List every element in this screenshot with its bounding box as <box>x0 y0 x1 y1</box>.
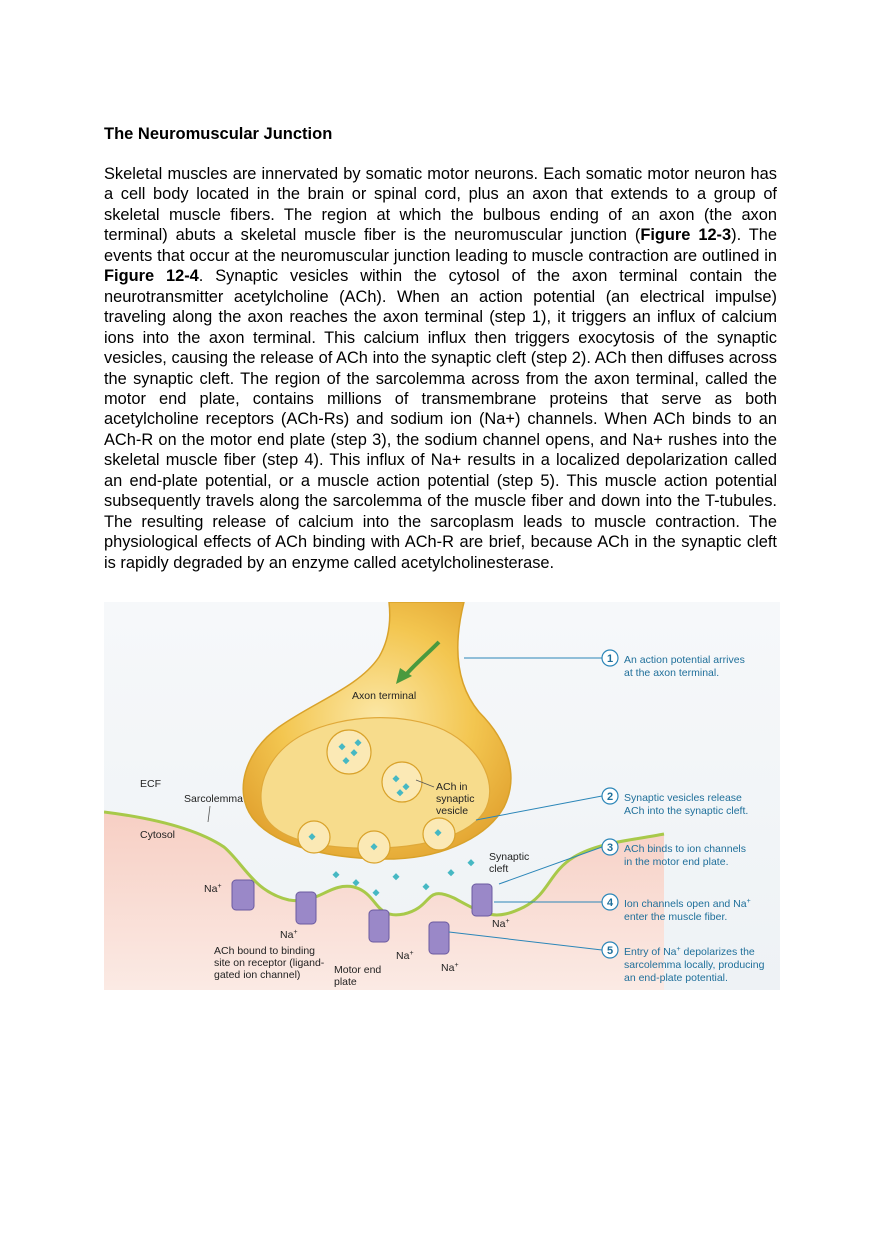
svg-text:2: 2 <box>606 791 614 803</box>
label-sarcolemma: Sarcolemma <box>184 793 243 805</box>
svg-text:Synaptic vesicles release: Synaptic vesicles release <box>624 792 742 804</box>
section-title: The Neuromuscular Junction <box>104 125 333 143</box>
label-motor-2: plate <box>334 976 357 988</box>
vesicle <box>327 730 371 774</box>
label-cleft-2: cleft <box>489 863 509 875</box>
svg-text:An action potential arrives: An action potential arrives <box>624 654 745 666</box>
label-axon-terminal: Axon terminal <box>352 690 417 702</box>
svg-text:Entry of Na+ depolarizes the: Entry of Na+ depolarizes the <box>624 946 755 958</box>
svg-text:sarcolemma locally, producing: sarcolemma locally, producing <box>624 959 765 971</box>
label-ach-vesicle-2: synaptic <box>436 793 475 805</box>
label-cleft-1: Synaptic <box>489 851 530 863</box>
step-2 <box>602 788 748 817</box>
paragraph-text: . Synaptic vesicles within the cytosol of the axon terminal contain the neurotransmitter acetylcholine (ACh). When an action potential (an electrical impulse) traveling along the axon reaches the axon terminal (step 1), it triggers an influx of calcium ions into the axon terminal. This calcium influx then triggers exocytosis of the synaptic vesicles, causing the release of ACh into the synaptic cleft (step 2). ACh then diffuses across the synaptic cleft. The region of the sarcolemma across from the axon terminal, called the motor end plate, contains millions of transmembrane proteins that serve as both acetylcholine receptors (ACh-Rs) and sodium ion (Na+) channels. When ACh binds to an ACh-R on the motor end plate (step 3), the sodium channel opens, and Na+ rushes into the skeletal muscle fiber (step 4). This influx of Na+ results in a localized depolarization called an end-plate potential, or a muscle action potential (step 5). This muscle action potential subsequently travels along the sarcolemma of the muscle fiber and down into the T-tubules. The resulting release of calcium into the sarcoplasm leads to muscle contraction. The physiological effects of ACh binding with ACh-R are brief, because ACh in the synaptic cleft is rapidly degraded by an enzyme called acetylcholinesterase. <box>104 267 777 572</box>
neuromuscular-junction-figure <box>104 602 780 990</box>
figure-ref-12-3: Figure 12-3 <box>640 226 732 245</box>
label-bound-3: gated ion channel) <box>214 969 301 981</box>
svg-text:Ion channels open and Na+: Ion channels open and Na+ <box>624 898 751 910</box>
vesicle <box>382 762 422 802</box>
label-bound-1: ACh bound to binding <box>214 945 315 957</box>
label-ach-vesicle-1: ACh in <box>436 781 468 793</box>
label-na-left: Na+ <box>204 883 222 895</box>
label-motor-1: Motor end <box>334 964 382 976</box>
label-ach-vesicle-3: vesicle <box>436 805 469 817</box>
svg-text:enter the muscle fiber.: enter the muscle fiber. <box>624 911 728 923</box>
paragraph-text: ). The events that occur at the neuromuscular junction leading to muscle contraction are outlined in <box>104 226 778 265</box>
svg-text:in the motor end plate.: in the motor end plate. <box>624 856 729 868</box>
body-paragraph <box>104 164 777 573</box>
svg-text:ACh binds to ion channels: ACh binds to ion channels <box>624 843 746 855</box>
ion-channel <box>232 880 254 910</box>
label-na-right: Na+ <box>492 918 510 930</box>
label-na-mid: Na+ <box>396 950 414 962</box>
label-na-bottom-left: Na+ <box>280 929 298 941</box>
svg-text:1: 1 <box>606 653 614 665</box>
svg-text:5: 5 <box>606 945 614 957</box>
paragraph-text: Skeletal muscles are innervated by somatic motor neurons. Each somatic motor neuron has a cell body located in the brain or spinal cord, plus an axon that extends to a group of skeletal muscle fibers. The region at which the bulbous ending of an axon (the axon terminal) abuts a skeletal muscle fiber is the neuromuscular junction ( <box>104 165 777 245</box>
svg-text:at the axon terminal.: at the axon terminal. <box>624 667 720 679</box>
svg-text:4: 4 <box>606 897 614 909</box>
ion-channel <box>472 884 492 916</box>
ion-channel <box>296 892 316 924</box>
svg-text:an end-plate potential.: an end-plate potential. <box>624 972 728 984</box>
svg-text:ACh into the synaptic cleft.: ACh into the synaptic cleft. <box>624 805 749 817</box>
label-cytosol: Cytosol <box>140 829 176 841</box>
label-na-center: Na+ <box>441 962 459 974</box>
ion-channel <box>369 910 389 942</box>
step-3 <box>602 839 746 868</box>
label-ecf: ECF <box>140 778 161 790</box>
svg-text:3: 3 <box>606 842 614 854</box>
label-bound-2: site on receptor (ligand- <box>214 957 325 969</box>
figure-ref-12-4: Figure 12-4 <box>104 267 199 286</box>
ion-channel <box>429 922 449 954</box>
